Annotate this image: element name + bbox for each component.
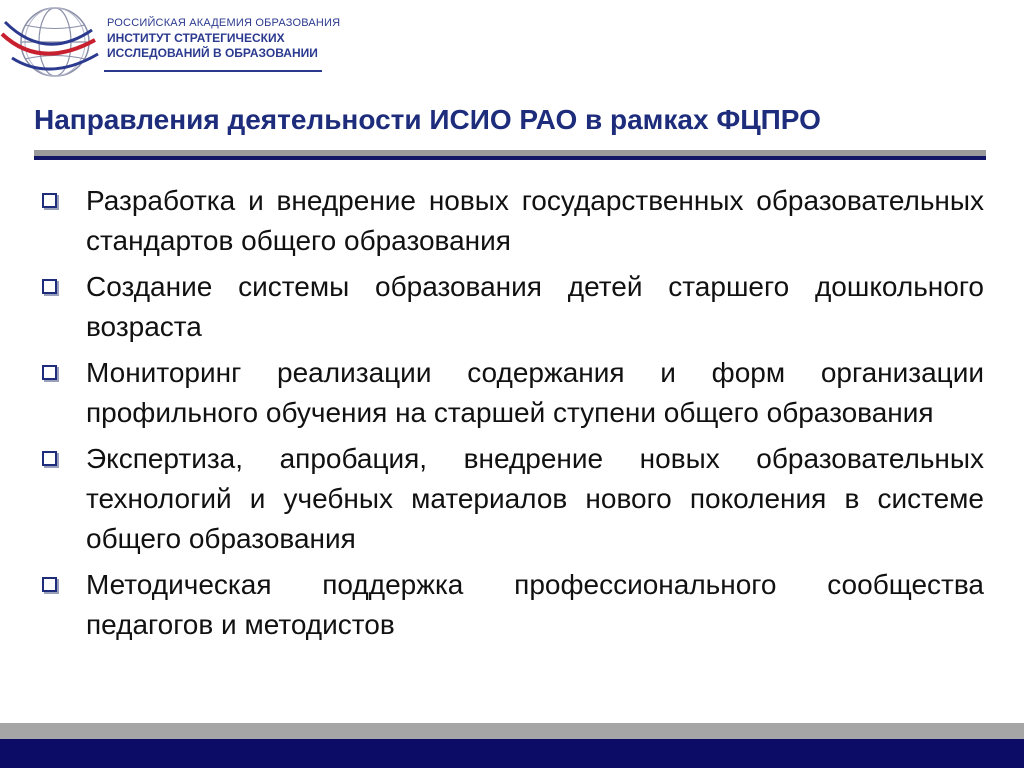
list-item-text: Создание системы образования детей старшего дошкольного возраста [86, 271, 984, 342]
list-item-text: Мониторинг реализации содержания и форм организации профильного обучения на старшей ступени общего образования [86, 357, 984, 428]
organization-name [107, 16, 340, 61]
list-item [42, 353, 984, 433]
org-line-1: РОССИЙСКАЯ АКАДЕМИЯ ОБРАЗОВАНИЯ [107, 17, 341, 29]
list-item-text: Методическая поддержка профессионального сообщества педагогов и методистов [86, 569, 984, 640]
checkbox-bullet-icon [42, 279, 57, 294]
list-item-text: Разработка и внедрение новых государственных образовательных стандартов общего образования [86, 185, 984, 256]
title-rule-navy [34, 156, 986, 160]
org-line-3: ИССЛЕДОВАНИЙ В ОБРАЗОВАНИИ [107, 46, 318, 60]
org-line-2: ИНСТИТУТ СТРАТЕГИЧЕСКИХ [107, 31, 285, 45]
org-underline [104, 70, 322, 72]
checkbox-bullet-icon [42, 577, 57, 592]
footer-bar-navy [0, 739, 1024, 768]
globe-logo-icon [0, 0, 110, 90]
checkbox-bullet-icon [42, 365, 57, 380]
checkbox-bullet-icon [42, 451, 57, 466]
list-item [42, 267, 984, 347]
list-item [42, 565, 984, 645]
slide-title: Направления деятельности ИСИО РАО в рамках ФЦПРО [34, 104, 821, 135]
list-item-text: Экспертиза, апробация, внедрение новых образовательных технологий и учебных материалов нового поколения в системе общего образования [86, 443, 984, 554]
checkbox-bullet-icon [42, 193, 57, 208]
list-item [42, 439, 984, 559]
activity-list [42, 181, 984, 651]
list-item [42, 181, 984, 261]
footer-bar-gray [0, 723, 1024, 739]
